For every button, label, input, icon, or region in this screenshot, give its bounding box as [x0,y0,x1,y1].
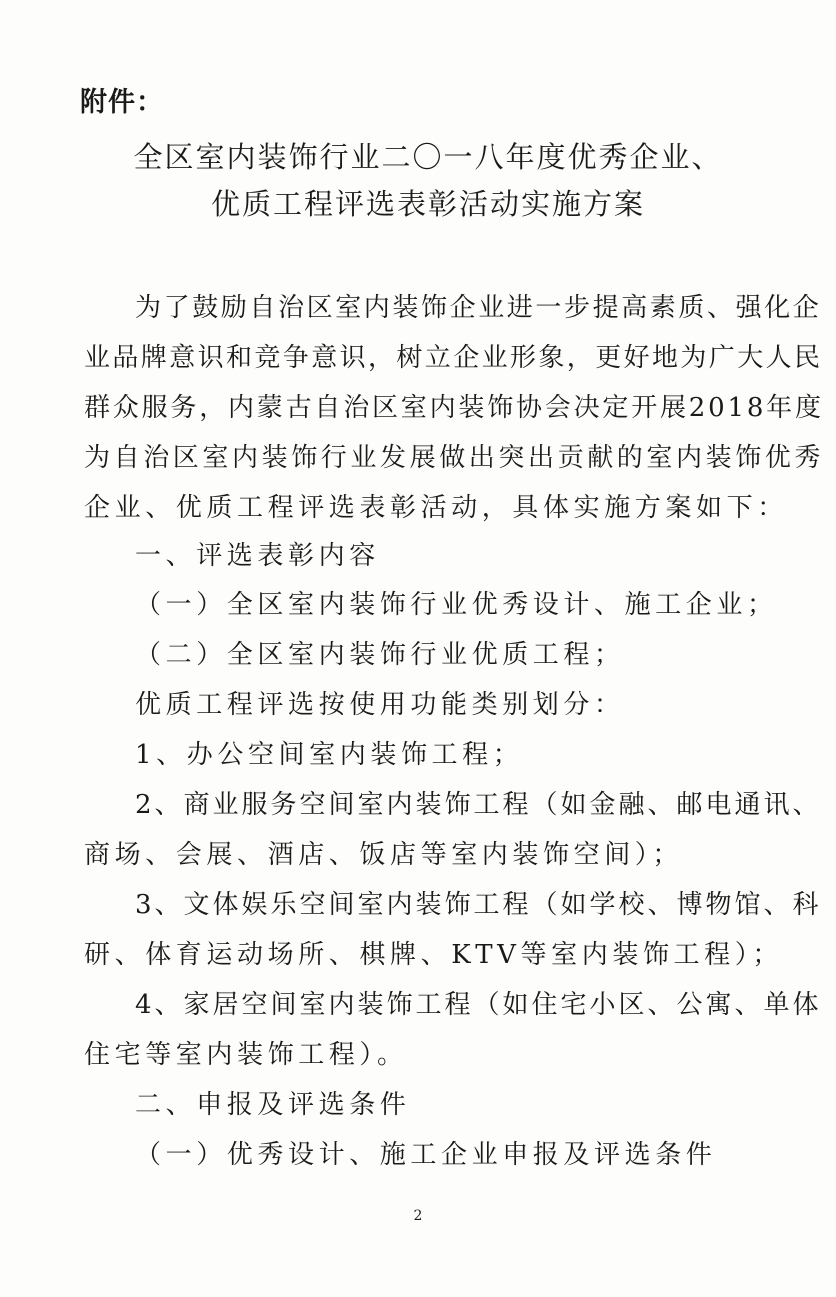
category-item-2: 2、商业服务空间室内装饰工程（如金融、邮电通讯、 [135,790,822,820]
body-line: 为了鼓励自治区室内装饰企业进一步提高素质、强化企 [135,293,822,323]
title-line-2: 优质工程评选表彰活动实施方案 [210,187,645,221]
body-line: 企业、优质工程评选表彰活动，具体实施方案如下： [84,493,788,523]
sub-item-2: （二）全区室内装饰行业优质工程； [135,640,625,670]
section-heading-1: 一、评选表彰内容 [135,541,380,571]
page-number: 2 [413,1208,423,1224]
category-intro: 优质工程评选按使用功能类别划分： [135,690,625,720]
category-item-2-cont: 商场、会展、酒店、饭店等室内装饰空间）； [84,840,684,870]
category-item-3-cont: 研、体育运动场所、棋牌、KTV等室内装饰工程）； [84,940,783,970]
sub-item-1: （一）全区室内装饰行业优秀设计、施工企业； [135,590,778,620]
body-line: 业品牌意识和竞争意识，树立企业形象，更好地为广大人民 [84,343,823,373]
attachment-label: 附件： [80,87,164,118]
category-item-4: 4、家居空间室内装饰工程（如住宅小区、公寓、单体 [135,990,822,1020]
section-heading-2: 二、申报及评选条件 [135,1090,411,1120]
category-item-4-cont: 住宅等室内装饰工程）。 [84,1040,408,1070]
body-line: 群众服务，内蒙古自治区室内装饰协会决定开展2018年度 [84,393,824,423]
sub-heading-2-1: （一）优秀设计、施工企业申报及评选条件 [135,1140,717,1170]
category-item-1: 1、办公空间室内装饰工程； [135,740,524,770]
category-item-3: 3、文体娱乐空间室内装饰工程（如学校、博物馆、科 [135,890,822,920]
body-line: 为自治区室内装饰行业发展做出突出贡献的室内装饰优秀 [84,443,825,473]
title-line-1: 全区室内装饰行业二〇一八年度优秀企业、 [133,140,723,174]
